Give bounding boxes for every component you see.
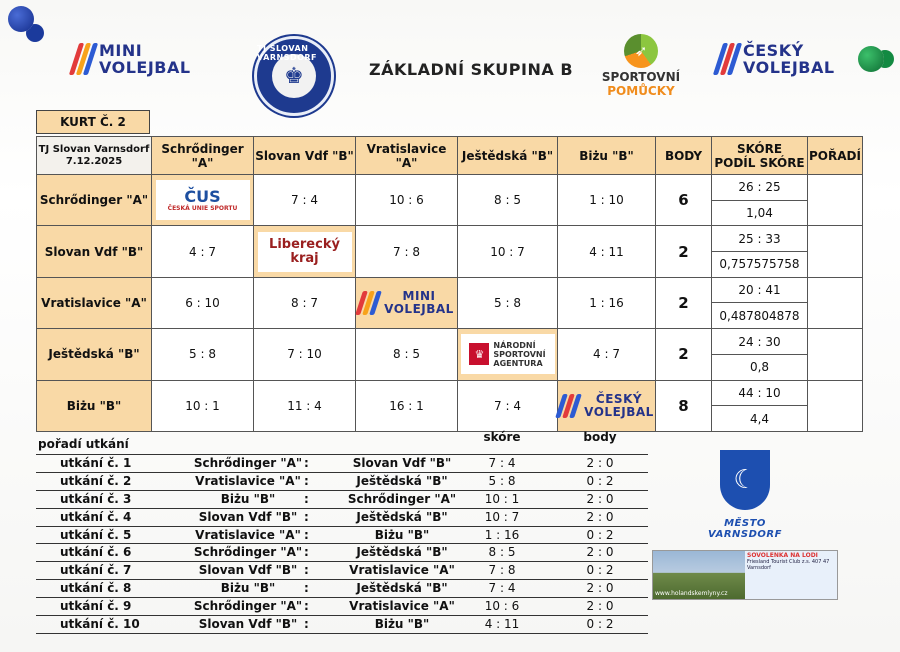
sponsor-line2: SPORTOVNÍ (493, 349, 546, 359)
match-points: 0 : 2 (586, 563, 614, 578)
skore-label: SKÓRE (736, 141, 783, 156)
skore-cell: 44 : 10 (712, 380, 808, 406)
match-home: Slovan Vdf "B" (198, 509, 298, 524)
column-header: Schrődinger "A" (152, 137, 254, 175)
match-points: 2 : 0 (586, 599, 614, 614)
match-separator: : (304, 545, 309, 560)
score-cell: 4 : 7 (152, 226, 254, 277)
logo-line1: ČESKÝ (743, 41, 804, 60)
sponsor-cell (458, 329, 558, 380)
score-cell: 7 : 4 (254, 175, 356, 226)
podil-cell: 0,487804878 (712, 303, 808, 329)
match-separator: : (304, 509, 309, 524)
sponsor-line2: VOLEJBAL (584, 404, 654, 419)
match-points: 0 : 2 (586, 473, 614, 488)
score-cell: 4 : 11 (558, 226, 656, 277)
table-row (37, 226, 863, 252)
club-crest-logo (254, 36, 334, 116)
blue-pushpin-icon (8, 6, 34, 32)
nsa-logo (461, 334, 555, 374)
match-label: utkání č. 10 (60, 617, 140, 632)
mesto-varnsdorf-logo (690, 450, 800, 540)
ad-url: www.holandskemlyny.cz (655, 590, 728, 597)
score-cell: 8 : 5 (458, 175, 558, 226)
sponsor-line1: NÁRODNÍ (493, 340, 536, 350)
points-cell: 8 (656, 380, 712, 431)
score-cell: 8 : 7 (254, 277, 356, 328)
rank-cell (808, 329, 863, 380)
match-label: utkání č. 2 (60, 473, 132, 488)
match-score: 7 : 8 (488, 563, 516, 578)
city-name: MĚSTO VARNSDORF (708, 518, 782, 540)
match-score: 1 : 16 (484, 527, 520, 542)
list-item (36, 544, 648, 562)
skore-column-label: skóre (483, 430, 521, 444)
match-away: Biżu "B" (374, 617, 430, 632)
points-cell: 2 (656, 277, 712, 328)
club-name: TJ Slovan Varnsdorf (38, 143, 150, 155)
liberecky-kraj-logo (258, 232, 352, 272)
skore-cell: 26 : 25 (712, 175, 808, 201)
match-home: Schrődinger "A" (193, 456, 303, 470)
match-order-title: pořadí utkání (38, 437, 129, 451)
list-item (36, 616, 648, 634)
match-separator: : (304, 456, 309, 470)
city-shield-icon: ☾ (720, 450, 770, 510)
logo-line1: SPORTOVNÍ (601, 70, 681, 84)
podil-cell: 1,04 (712, 200, 808, 226)
sponsor-cell (254, 226, 356, 277)
row-team: Vratislavice "A" (37, 277, 152, 328)
match-label: utkání č. 8 (60, 581, 132, 596)
match-home: Schrődinger "A" (193, 545, 303, 560)
cus-logo (156, 180, 250, 220)
skore-cell: 24 : 30 (712, 329, 808, 355)
crest-text: TJ SLOVAN VARNSDORF (257, 44, 318, 62)
mini-volejbal-logo (74, 42, 191, 76)
match-points: 0 : 2 (586, 617, 614, 632)
match-separator: : (304, 527, 309, 542)
ad-text (745, 551, 837, 599)
green-pushpin-icon (858, 46, 884, 72)
score-cell: 1 : 10 (558, 175, 656, 226)
row-team: Ještědská "B" (37, 329, 152, 380)
match-away: Vratislavice "A" (349, 599, 455, 614)
skore-cell: 20 : 41 (712, 277, 808, 303)
score-cell: 10 : 6 (356, 175, 458, 226)
mini-volejbal-logo (356, 290, 457, 316)
match-away: Ještědská "B" (356, 509, 448, 524)
score-cell: 10 : 7 (458, 226, 558, 277)
list-item (36, 598, 648, 616)
score-cell: 4 : 7 (558, 329, 656, 380)
volleyball-stripes-icon (713, 43, 742, 75)
row-team: Schrődinger "A" (37, 175, 152, 226)
list-item (36, 509, 648, 527)
podil-cell: 0,757575758 (712, 252, 808, 278)
column-header: Slovan Vdf "B" (254, 137, 356, 175)
podil-skore-label: PODÍL SKÓRE (714, 155, 805, 170)
logo-line2: VOLEJBAL (99, 58, 191, 77)
match-score: 4 : 11 (484, 617, 520, 632)
row-team: Slovan Vdf "B" (37, 226, 152, 277)
match-separator: : (304, 581, 309, 596)
volleyball-stripes-icon (555, 394, 582, 418)
sponsor-cell (558, 380, 656, 431)
table-row (37, 175, 863, 201)
match-points: 2 : 0 (586, 581, 614, 596)
match-label: utkání č. 9 (60, 599, 132, 614)
match-separator: : (304, 563, 309, 578)
cesky-volejbal-logo (718, 42, 835, 76)
score-cell: 11 : 4 (254, 380, 356, 431)
logo-line2: POMŮCKY (607, 84, 675, 98)
match-points: 2 : 0 (586, 545, 614, 560)
sponsor-line2: ČESKÁ UNIE SPORTU (167, 204, 238, 212)
advertisement-banner (652, 550, 838, 600)
list-item (36, 527, 648, 545)
body-column-label: body (583, 430, 617, 444)
column-header-skore (712, 137, 808, 175)
sponsor-line2: kraj (290, 250, 319, 266)
list-item (36, 455, 648, 473)
match-away: Ještědská "B" (356, 473, 448, 488)
match-away: Schrődinger "A" (347, 491, 457, 506)
podil-cell: 4,4 (712, 406, 808, 432)
score-cell: 16 : 1 (356, 380, 458, 431)
cesky-volejbal-logo (558, 393, 655, 419)
match-points: 2 : 0 (586, 456, 614, 470)
rank-cell (808, 277, 863, 328)
table-row (37, 277, 863, 303)
match-away: Ještědská "B" (356, 581, 448, 596)
list-item (36, 473, 648, 491)
match-score: 7 : 4 (488, 581, 516, 596)
sponsor-line1: Liberecký (269, 236, 340, 252)
column-header-poradi: POŘADÍ (808, 137, 863, 175)
list-item (36, 580, 648, 598)
sponsor-line2: VOLEJBAL (384, 301, 454, 316)
court-label: KURT Č. 2 (36, 110, 150, 134)
match-label: utkání č. 3 (60, 491, 132, 506)
score-cell: 1 : 16 (558, 277, 656, 328)
row-team: Biżu "B" (37, 380, 152, 431)
match-away: Biżu "B" (374, 527, 430, 542)
crest-emblem-icon: ♚ (272, 54, 316, 98)
points-cell: 2 (656, 226, 712, 277)
match-order-header (36, 430, 648, 455)
match-score: 5 : 8 (488, 473, 516, 488)
column-header: Vratislavice "A" (356, 137, 458, 175)
column-header-body: BODY (656, 137, 712, 175)
podil-cell: 0,8 (712, 354, 808, 380)
score-cell: 10 : 1 (152, 380, 254, 431)
score-cell: 8 : 5 (356, 329, 458, 380)
table-header-row (37, 137, 863, 175)
volleyball-stripes-icon (69, 43, 98, 75)
list-item (36, 562, 648, 580)
match-away: Ještědská "B" (356, 545, 448, 560)
score-cell: 5 : 8 (152, 329, 254, 380)
match-score: 10 : 7 (484, 509, 520, 524)
match-points: 2 : 0 (586, 509, 614, 524)
rank-cell (808, 226, 863, 277)
rank-cell (808, 380, 863, 431)
club-date-cell (37, 137, 152, 175)
match-separator: : (304, 599, 309, 614)
match-score: 10 : 6 (484, 599, 520, 614)
sportovni-pomucky-logo (598, 34, 684, 98)
sponsor-cell (152, 175, 254, 226)
logo-line2: VOLEJBAL (743, 58, 835, 77)
page-title: ZÁKLADNÍ SKUPINA B (369, 60, 574, 79)
table-row (37, 329, 863, 355)
points-cell: 6 (656, 175, 712, 226)
match-away: Vratislavice "A" (349, 563, 455, 578)
logo-line1: MINI (99, 41, 143, 60)
match-home: Biżu "B" (220, 581, 276, 596)
ad-body: Friesland Tourist Club z.s. 407 47 Varnsdorf (747, 559, 830, 571)
match-label: utkání č. 6 (60, 545, 132, 560)
points-cell: 2 (656, 329, 712, 380)
column-header: Ještědská "B" (458, 137, 558, 175)
match-label: utkání č. 5 (60, 527, 132, 542)
table-row (37, 380, 863, 406)
rank-cell (808, 175, 863, 226)
list-item (36, 491, 648, 509)
match-separator: : (304, 473, 309, 488)
match-score: 10 : 1 (484, 491, 520, 506)
windmill-photo (653, 551, 745, 599)
match-away: Slovan Vdf "B" (352, 456, 452, 470)
match-home: Vratislavice "A" (195, 527, 301, 542)
ad-headline: SOVOLENKA NA LODI (747, 552, 818, 559)
volleyball-stripes-icon (355, 291, 382, 315)
match-score: 8 : 5 (488, 545, 516, 560)
sponsor-cell (356, 277, 458, 328)
match-home: Vratislavice "A" (195, 473, 301, 488)
score-cell: 5 : 8 (458, 277, 558, 328)
match-separator: : (304, 617, 309, 632)
match-home: Biżu "B" (220, 491, 276, 506)
match-separator: : (304, 491, 309, 506)
match-points: 2 : 0 (586, 491, 614, 506)
sponsor-line1: ČUS (184, 186, 221, 206)
score-cell: 6 : 10 (152, 277, 254, 328)
sponsor-line1: MINI (402, 288, 436, 303)
sponsor-line1: ČESKÝ (595, 391, 643, 406)
score-cell: 7 : 8 (356, 226, 458, 277)
match-label: utkání č. 4 (60, 509, 132, 524)
match-label: utkání č. 1 (60, 456, 132, 470)
lion-icon: ♛ (469, 343, 489, 365)
match-home: Slovan Vdf "B" (198, 563, 298, 578)
score-cell: 7 : 4 (458, 380, 558, 431)
match-date: 7.12.2025 (65, 155, 123, 167)
match-score: 7 : 4 (488, 456, 516, 470)
match-label: utkání č. 7 (60, 563, 132, 578)
match-home: Slovan Vdf "B" (198, 617, 298, 632)
column-header: Biżu "B" (558, 137, 656, 175)
sponsor-line3: AGENTURA (493, 358, 543, 368)
match-home: Schrődinger "A" (193, 599, 303, 614)
skore-cell: 25 : 33 (712, 226, 808, 252)
runner-icon: ➶ (624, 34, 658, 68)
match-points: 0 : 2 (586, 527, 614, 542)
match-order-list (36, 430, 648, 634)
results-table (36, 136, 863, 432)
score-cell: 7 : 10 (254, 329, 356, 380)
